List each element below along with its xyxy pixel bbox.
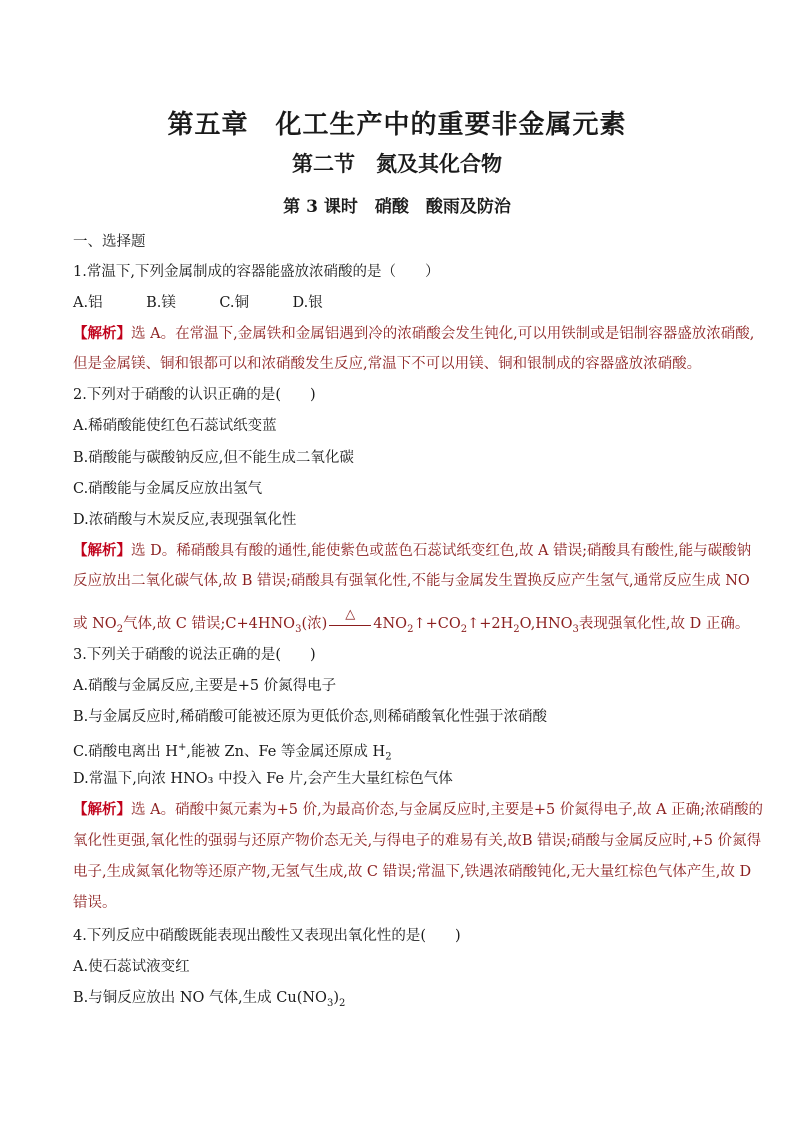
q4-option-a: A.使石蕊试液变红: [73, 959, 190, 975]
q3-option-b: B.与金属反应时,稀硝酸可能被还原为更低价态,则稀硝酸氧化性强于浓硝酸: [73, 709, 547, 725]
q2-option-c: C.硝酸能与金属反应放出氢气: [73, 481, 263, 497]
q3-analysis-line-1: 【解析】选 A。硝酸中氮元素为+5 价,为最高价态,与金属反应时,主要是+5 价氮得电子,故 A 正确;浓硝酸的: [73, 801, 764, 818]
analysis-tag: 【解析】: [73, 325, 131, 342]
analysis-tag: 【解析】: [73, 542, 131, 559]
q2-option-b: B.硝酸能与碳酸钠反应,但不能生成二氧化碳: [73, 450, 354, 466]
chapter-title: 第五章 化工生产中的重要非金属元素: [167, 110, 627, 140]
q3-analysis-line-4: 错误。: [73, 895, 117, 911]
q3-option-c: C.硝酸电离出 H+,能被 Zn、Fe 等金属还原成 $H_2$: [73, 742, 392, 763]
delta-icon: △: [345, 607, 356, 622]
q3-option-a: A.硝酸与金属反应,主要是+5 价氮得电子: [73, 678, 337, 694]
q2-analysis-line-3: 或 $NO_2$气体,故 C 错误$;C+4HNO_3$(浓) △ $4NO_2↑+CO_2↑+2H_2O,HNO_3$表现强氧化性,故 D 正确。: [73, 607, 750, 635]
q3-stem: 3.下列关于硝酸的说法正确的是( ): [73, 647, 316, 663]
q4-option-b: B.与铜反应放出 NO 气体,生成 $Cu(NO_3)_2$: [73, 990, 346, 1009]
q3-analysis-line-3: 电子,生成氮氧化物等还原产物,无氢气生成,故 C 错误;常温下,铁遇浓硝酸钝化,无大量红棕色气体产生,故 D: [73, 864, 752, 880]
q4-stem: 4.下列反应中硝酸既能表现出酸性又表现出氧化性的是( ): [73, 928, 461, 944]
q2-option-d: D.浓硝酸与木炭反应,表现强氧化性: [73, 512, 297, 528]
q2-stem: 2.下列对于硝酸的认识正确的是( ): [73, 387, 316, 403]
q1-analysis-line-1: 【解析】选 A。在常温下,金属铁和金属铝遇到冷的浓硝酸会发生钝化,可以用铁制或是铝制容器盛放浓硝酸,: [73, 325, 755, 342]
part-label: 一、选择题: [73, 234, 146, 250]
heating-condition-arrow: [327, 607, 373, 633]
q2-analysis-line-1: 【解析】选 D。稀硝酸具有酸的通性,能使紫色或蓝色石蕊试纸变红色,故 A 错误;硝酸具有酸性,能与碳酸钠: [73, 542, 752, 559]
q2-analysis-line-2: 反应放出二氧化碳气体,故 B 错误;硝酸具有强氧化性,不能与金属发生置换反应产生氢气,通常反应生成 NO: [73, 573, 750, 589]
q3-option-d: D.常温下,向浓 HNO₃ 中投入 Fe 片,会产生大量红棕色气体: [73, 771, 453, 787]
section-title: 第二节 氮及其化合物: [292, 151, 502, 176]
analysis-tag: 【解析】: [73, 801, 131, 818]
q3-analysis-line-2: 氧化性更强,氧化性的强弱与还原产物价态无关,与得电子的难易有关,故B 错误;硝酸与金属反应时,+5 价氮得: [73, 833, 762, 849]
q1-options: A.铝 B.镁 C.铜 D.银: [73, 295, 323, 311]
q2-option-a: A.稀硝酸能使红色石蕊试纸变蓝: [73, 418, 277, 434]
q1-analysis-line-2: 但是金属镁、铜和银都可以和浓硝酸发生反应,常温下不可以用镁、铜和银制成的容器盛放浓硝酸。: [73, 356, 702, 372]
q1-stem: 1.常温下,下列金属制成的容器能盛放浓硝酸的是（ ）: [73, 264, 440, 280]
lesson-title: 第 3 课时 硝酸 酸雨及防治: [283, 197, 511, 217]
